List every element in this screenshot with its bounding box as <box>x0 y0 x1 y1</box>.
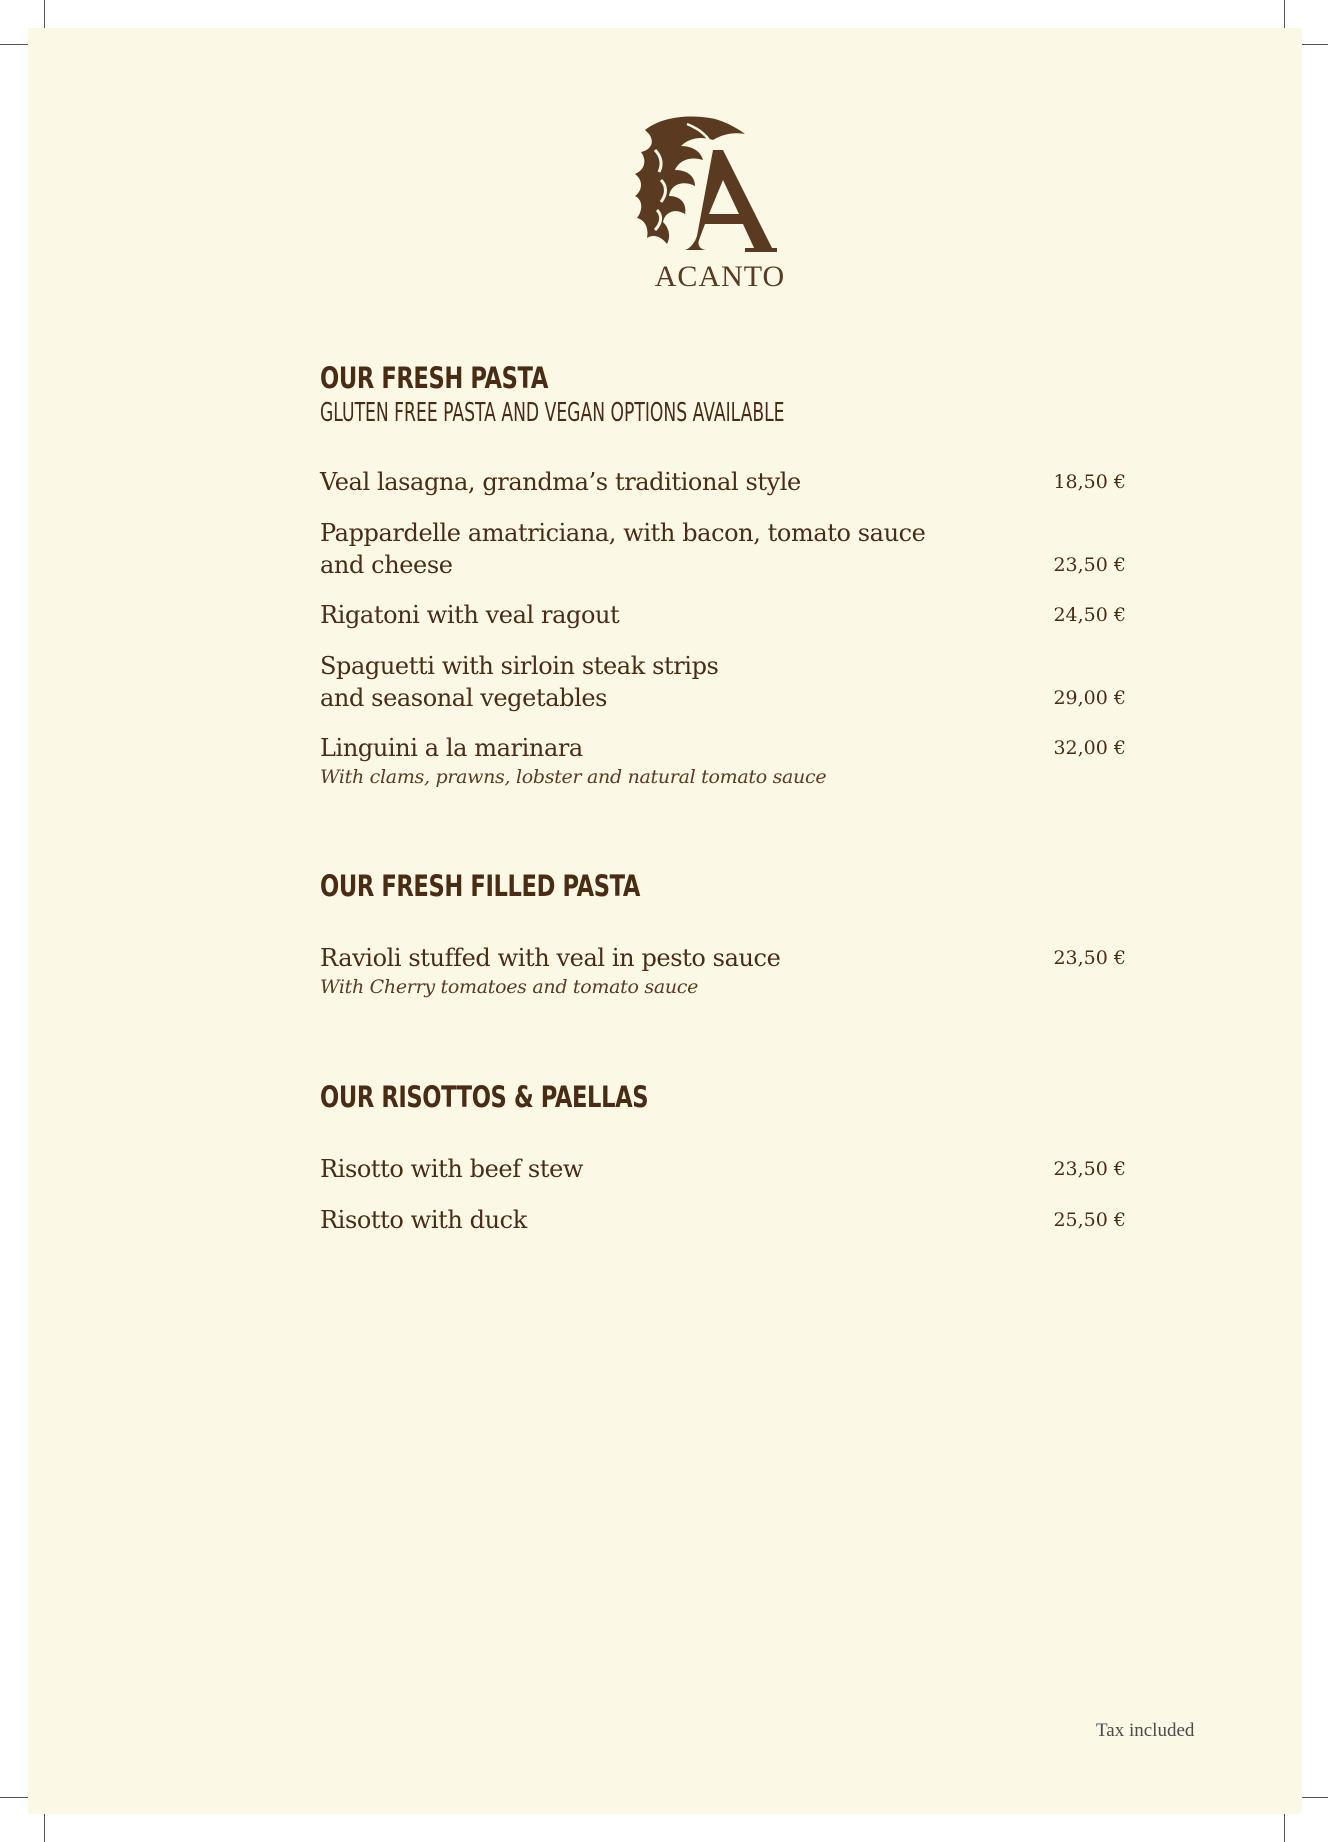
menu-item <box>320 1153 1126 1185</box>
menu-item <box>320 650 1126 714</box>
item-description: With Cherry tomatoes and tomato sauce <box>320 976 699 998</box>
item-name-line2: and cheese <box>320 551 453 579</box>
section-title: OUR FRESH FILLED PASTA <box>320 869 641 903</box>
tax-note: Tax included <box>1096 1720 1195 1741</box>
item-name: Pappardelle amatriciana, with bacon, tomato sauce <box>320 519 926 547</box>
crop-mark <box>1284 0 1285 28</box>
section-risottos-paellas <box>320 1079 1126 1239</box>
crop-mark <box>44 1814 45 1842</box>
item-price: 23,50 € <box>1053 554 1126 576</box>
item-price: 32,00 € <box>1053 737 1126 759</box>
crop-mark <box>0 44 28 45</box>
menu-item <box>320 1204 1126 1236</box>
item-price: 25,50 € <box>1053 1209 1126 1231</box>
section-title: OUR FRESH PASTA <box>320 361 548 395</box>
crop-mark <box>1300 1797 1328 1798</box>
menu-item <box>320 517 1126 581</box>
brand-name: ACANTO <box>654 260 786 293</box>
item-name-line2: and seasonal vegetables <box>320 684 608 712</box>
item-name: Linguini a la marinara <box>320 734 583 762</box>
crop-mark <box>0 1797 28 1798</box>
item-price: 23,50 € <box>1053 1158 1126 1180</box>
item-name: Spaguetti with sirloin steak strips <box>320 652 719 680</box>
section-fresh-filled-pasta <box>320 868 1126 1018</box>
item-description: With clams, prawns, lobster and natural tomato sauce <box>320 766 827 788</box>
section-subtitle: GLUTEN FREE PASTA AND VEGAN OPTIONS AVAILABLE <box>320 398 785 428</box>
item-price: 24,50 € <box>1053 604 1126 626</box>
section-fresh-pasta <box>320 360 1126 800</box>
crop-mark <box>44 0 45 28</box>
menu-item <box>320 599 1126 631</box>
item-price: 29,00 € <box>1053 687 1126 709</box>
menu-item <box>320 732 1126 790</box>
brand-logo <box>605 110 835 310</box>
crop-mark <box>1284 1814 1285 1842</box>
item-name: Veal lasagna, grandma’s traditional style <box>320 468 801 496</box>
item-price: 23,50 € <box>1053 947 1126 969</box>
crop-mark <box>1300 44 1328 45</box>
menu-item <box>320 942 1126 1000</box>
menu-item <box>320 466 1126 498</box>
item-name: Risotto with beef stew <box>320 1155 584 1183</box>
item-price: 18,50 € <box>1053 471 1126 493</box>
item-name: Rigatoni with veal ragout <box>320 601 620 629</box>
item-name: Ravioli stuffed with veal in pesto sauce <box>320 944 781 972</box>
acanthus-leaf-letter-a-icon <box>605 110 835 260</box>
item-name: Risotto with duck <box>320 1206 527 1234</box>
section-title: OUR RISOTTOS & PAELLAS <box>320 1080 649 1114</box>
